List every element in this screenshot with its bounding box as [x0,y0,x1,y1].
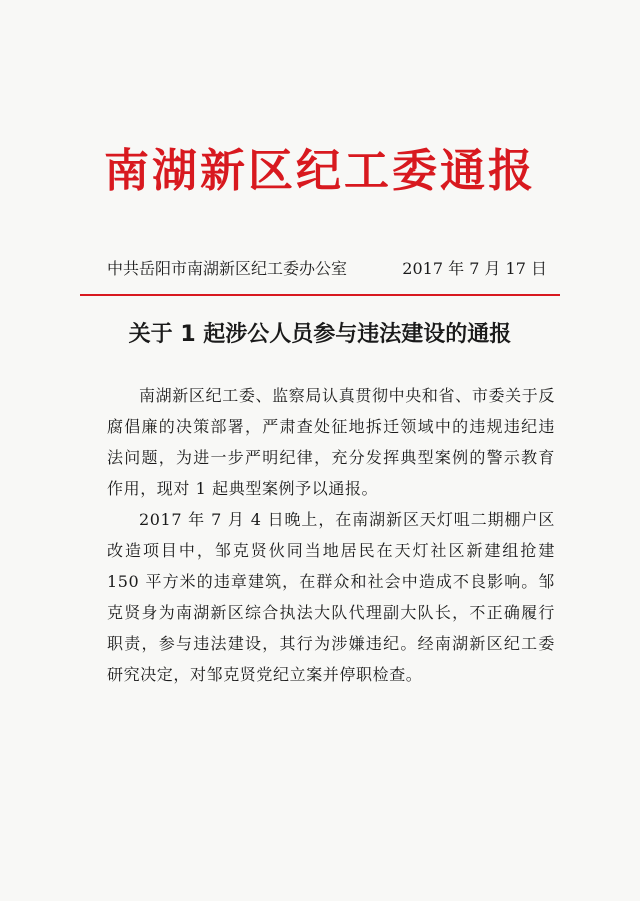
paragraph: 南湖新区纪工委、监察局认真贯彻中央和省、市委关于反腐倡廉的决策部署，严肃查处征地拆迁领域中的违规违纪违法问题，为进一步严明纪律，充分发挥典型案例的警示教育作用，现对 1 起典型案例予以通报。 [107,386,555,498]
document-body [107,380,555,690]
issuer: 中共岳阳市南湖新区纪工委办公室 [107,259,348,278]
paragraph: 2017 年 7 月 4 日晚上，在南湖新区天灯咀二期棚户区改造项目中，邹克贤伙同当地居民在天灯社区新建组抢建 150 平方米的违章建筑，在群众和社会中造成不良影响。邹克贤身为南湖新区综合执法大队代理副大队长，不正确履行职责，参与违法建设，其行为涉嫌违纪。经南湖新区纪工委研究决定，对邹克贤党纪立案并停职检查。 [107,510,555,684]
masthead-title: 南湖新区纪工委通报 [103,144,536,197]
red-divider [80,294,560,296]
issuer-date-row [107,257,547,281]
document-title: 关于 1 起涉公人员参与违法建设的通报 [128,322,512,347]
issue-date: 2017 年 7 月 17 日 [402,259,547,278]
